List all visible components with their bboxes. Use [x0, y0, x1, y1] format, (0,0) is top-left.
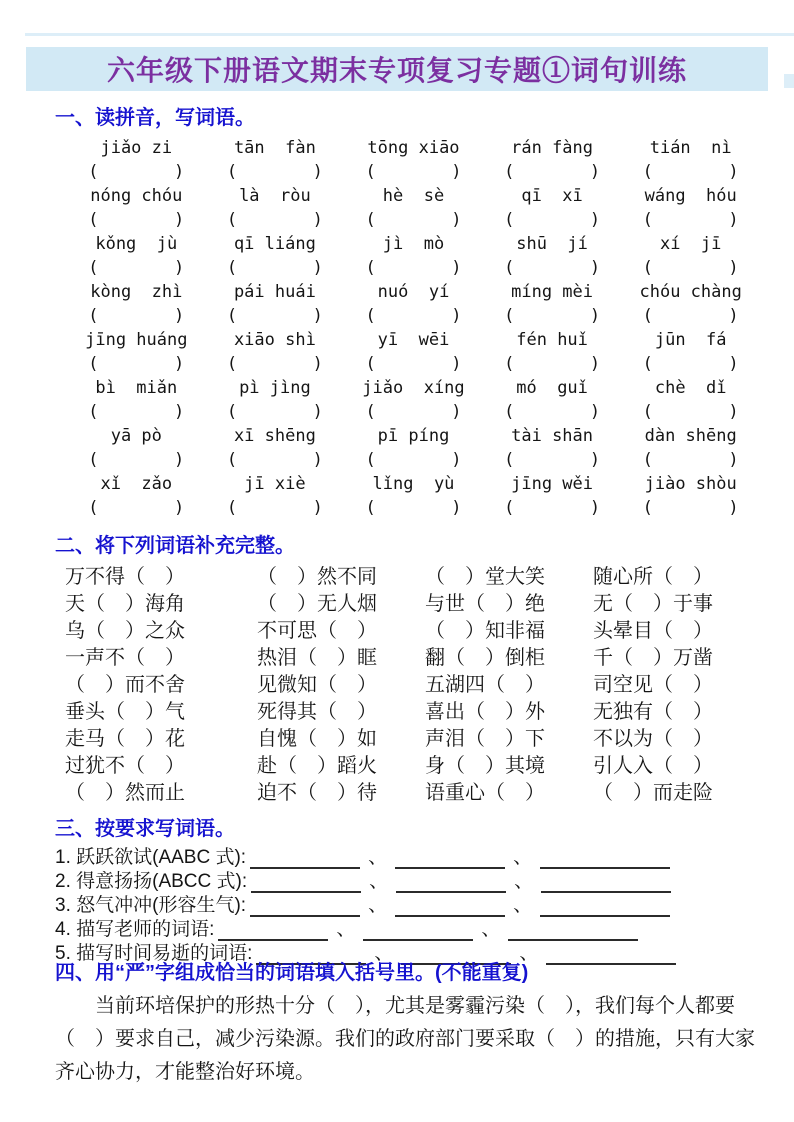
pinyin-item — [206, 377, 345, 425]
pinyin-row — [67, 473, 760, 521]
pinyin-row — [67, 233, 760, 281]
paren-close-char: ) — [451, 450, 462, 470]
answer-parens — [365, 208, 461, 233]
pinyin-item — [621, 425, 760, 473]
idiom-item: 无独有（ ） — [593, 701, 713, 723]
answer-parens — [88, 352, 184, 377]
answer-blank — [250, 852, 360, 869]
pinyin-text: jiào shòu — [644, 474, 737, 494]
paren-close-char: ) — [728, 498, 739, 518]
section-word-writing — [55, 812, 767, 965]
paren-close-char: ) — [451, 258, 462, 278]
pinyin-item — [206, 329, 345, 377]
idiom-item: （ ）然而止 — [65, 782, 185, 804]
pinyin-row — [67, 377, 760, 425]
answer-parens — [88, 304, 184, 329]
paren-close-char: ) — [589, 402, 601, 422]
pinyin-item — [483, 137, 622, 185]
paren-open-char: ( — [226, 162, 238, 182]
answer-parens — [88, 448, 184, 473]
paren-open-char: ( — [88, 258, 99, 278]
answer-parens — [227, 496, 323, 521]
paren-close-char: ) — [451, 402, 462, 422]
answer-blank — [540, 852, 670, 869]
paren-open-char: ( — [365, 450, 376, 470]
pinyin-text: chè dǐ — [654, 378, 727, 398]
paren-close-char: ) — [451, 498, 462, 518]
pinyin-text: kòng zhì — [90, 282, 183, 302]
answer-parens — [643, 304, 739, 329]
paren-close-char: ) — [312, 498, 323, 518]
decorative-top-line — [25, 33, 794, 36]
pinyin-item — [67, 329, 206, 377]
idiom-item: 不以为（ ） — [593, 728, 713, 750]
paren-open-char: ( — [88, 306, 99, 326]
paren-open-char: ( — [504, 450, 515, 470]
answer-blank — [363, 924, 473, 941]
paren-close-char: ) — [451, 306, 462, 326]
answer-blank — [395, 852, 505, 869]
pinyin-item — [67, 185, 206, 233]
section-idioms — [55, 529, 767, 807]
answer-parens — [227, 400, 323, 425]
answer-parens — [227, 160, 323, 185]
paren-close-char: ) — [174, 306, 185, 326]
pinyin-text: jiǎo zi — [100, 138, 173, 158]
idiom-grid — [65, 564, 767, 807]
pinyin-item — [344, 233, 483, 281]
answer-parens — [504, 352, 600, 377]
pinyin-text: tōng xiāo — [367, 138, 460, 158]
paren-close-char: ) — [174, 354, 185, 374]
section4-heading: 四、用“严”字组成恰当的词语填入括号里。(不能重复) — [55, 962, 529, 984]
paren-open-char: ( — [365, 210, 376, 230]
answer-parens — [643, 400, 739, 425]
pinyin-text: fén huǐ — [516, 330, 588, 350]
paren-open-char: ( — [504, 306, 515, 326]
answer-parens — [643, 208, 739, 233]
paren-close-char: ) — [312, 354, 323, 374]
paren-open-char: ( — [88, 162, 99, 182]
paren-close-char: ) — [174, 210, 185, 230]
answer-parens — [227, 256, 323, 281]
pinyin-text: xí jī — [659, 234, 722, 254]
pinyin-text: shū jí — [516, 234, 588, 254]
paren-open-char: ( — [365, 498, 376, 518]
idiom-item: 声泪（ ）下 — [425, 728, 545, 750]
paren-open-char: ( — [504, 210, 515, 230]
section-yan-exercise — [55, 956, 761, 1089]
paren-close-char: ) — [728, 306, 739, 326]
word-line — [55, 869, 767, 893]
pinyin-text: jīng huáng — [85, 330, 188, 350]
paren-close-char: ) — [174, 162, 185, 182]
blank-separator: 、 — [514, 871, 534, 892]
answer-parens — [365, 352, 461, 377]
answer-parens — [88, 400, 184, 425]
answer-parens — [227, 304, 323, 329]
answer-blank — [541, 876, 671, 893]
pinyin-text: tài shān — [511, 426, 594, 446]
idiom-item: 天（ ）海角 — [65, 593, 185, 615]
pinyin-item — [206, 233, 345, 281]
pinyin-item — [344, 329, 483, 377]
paren-open-char: ( — [226, 402, 238, 422]
section3-heading: 三、按要求写词语。 — [55, 818, 235, 840]
idiom-item: 无（ ）于事 — [593, 593, 713, 615]
paren-close-char: ) — [589, 498, 601, 518]
idiom-item: 迫不（ ）待 — [257, 782, 377, 804]
answer-parens — [643, 496, 739, 521]
word-line-label: 2. 得意扬扬(ABCC 式): — [55, 871, 248, 892]
section2-heading: 二、将下列词语补充完整。 — [55, 535, 295, 557]
paren-open-char: ( — [504, 258, 515, 278]
paren-open-char: ( — [88, 210, 99, 230]
idiom-item: 头晕目（ ） — [593, 620, 713, 642]
answer-blank — [251, 876, 361, 893]
idiom-item: 赴（ ）蹈火 — [257, 755, 377, 777]
paren-open-char: ( — [642, 498, 653, 518]
answer-parens — [504, 448, 600, 473]
idiom-item: 喜出（ ）外 — [425, 701, 545, 723]
word-line-label: 1. 跃跃欲试(AABC 式): — [55, 847, 247, 868]
word-line-label: 3. 怒气冲冲(形容生气): — [55, 895, 247, 916]
pinyin-text: kǒng jù — [95, 234, 178, 254]
pinyin-item — [67, 425, 206, 473]
word-line — [55, 917, 767, 941]
section-pinyin — [55, 101, 760, 521]
pinyin-text: bì miǎn — [95, 378, 178, 398]
pinyin-item — [344, 425, 483, 473]
paren-close-char: ) — [728, 450, 739, 470]
pinyin-text: xiāo shì — [233, 330, 316, 350]
idiom-item: 过犹不（ ） — [65, 755, 185, 777]
pinyin-text: yī wēi — [377, 330, 450, 350]
word-line-label: 5. 描写时间易逝的词语: — [55, 943, 253, 964]
idiom-item: 与世（ ）绝 — [425, 593, 545, 615]
answer-parens — [643, 160, 739, 185]
pinyin-text: mó guǐ — [516, 378, 588, 398]
paren-open-char: ( — [226, 306, 238, 326]
paren-open-char: ( — [88, 354, 99, 374]
pinyin-text: jī xiè — [244, 474, 306, 494]
pinyin-item — [621, 329, 760, 377]
idiom-item: 随心所（ ） — [593, 566, 713, 588]
pinyin-text: jīng wěi — [511, 474, 594, 494]
answer-parens — [643, 352, 739, 377]
answer-parens — [365, 256, 461, 281]
pinyin-item — [344, 137, 483, 185]
pinyin-item — [206, 185, 345, 233]
idiom-item: 万不得（ ） — [65, 566, 185, 588]
paren-close-char: ) — [174, 402, 185, 422]
answer-parens — [643, 256, 739, 281]
answer-parens — [88, 256, 184, 281]
idiom-item: 走马（ ）花 — [65, 728, 185, 750]
pinyin-item — [483, 233, 622, 281]
blank-separator: 、 — [513, 895, 533, 916]
paren-open-char: ( — [365, 306, 376, 326]
answer-blank — [540, 900, 670, 917]
paren-close-char: ) — [589, 210, 601, 230]
pinyin-text: xī shēng — [233, 426, 316, 446]
idiom-item: 热泪（ ）眶 — [257, 647, 377, 669]
pinyin-text: dàn shēng — [644, 426, 737, 446]
pinyin-item — [483, 281, 622, 329]
pinyin-text: tān fàn — [233, 138, 316, 158]
answer-blank — [396, 876, 506, 893]
answer-blank — [395, 900, 505, 917]
pinyin-item — [67, 473, 206, 521]
word-list — [55, 845, 767, 965]
paren-open-char: ( — [88, 402, 99, 422]
paren-open-char: ( — [226, 258, 238, 278]
idiom-item: 千（ ）万凿 — [593, 647, 713, 669]
paren-close-char: ) — [451, 162, 462, 182]
pinyin-text: xǐ zǎo — [100, 474, 173, 494]
blank-separator: 、 — [368, 895, 388, 916]
pinyin-item — [206, 281, 345, 329]
paren-open-char: ( — [226, 354, 238, 374]
paren-close-char: ) — [728, 258, 739, 278]
pinyin-text: nuó yí — [377, 282, 450, 302]
pinyin-text: nóng chóu — [90, 186, 183, 206]
paren-open-char: ( — [365, 354, 376, 374]
answer-parens — [227, 352, 323, 377]
paren-open-char: ( — [504, 162, 515, 182]
idiom-item: 身（ ）其境 — [425, 755, 545, 777]
paren-close-char: ) — [312, 162, 323, 182]
pinyin-row — [67, 137, 760, 185]
answer-parens — [365, 160, 461, 185]
idiom-item: （ ）知非福 — [425, 620, 545, 642]
pinyin-text: chóu chàng — [639, 282, 742, 302]
answer-parens — [88, 160, 184, 185]
paren-open-char: ( — [226, 498, 238, 518]
pinyin-text: pái huái — [233, 282, 316, 302]
idiom-item: 不可思（ ） — [257, 620, 377, 642]
paren-open-char: ( — [504, 498, 515, 518]
pinyin-item — [206, 473, 345, 521]
paren-close-char: ) — [728, 162, 739, 182]
decorative-edge-mark — [784, 74, 794, 88]
paren-open-char: ( — [642, 402, 653, 422]
title-bar — [26, 47, 768, 91]
pinyin-item — [621, 233, 760, 281]
exercise-paragraph: 当前环培保护的形热十分（ ），尤其是雾霾污染（ ），我们每个人都要（ ）要求自己，减少污染源。我们的政府部门要采取（ ）的措施，只有大家齐心协力，才能整治好环境。 — [55, 995, 755, 1083]
idiom-item: （ ）然不同 — [257, 566, 377, 588]
pinyin-text: tián nì — [649, 138, 732, 158]
pinyin-item — [67, 281, 206, 329]
paren-close-char: ) — [589, 450, 601, 470]
section1-heading: 一、读拼音，写词语。 — [55, 107, 255, 129]
paren-close-char: ) — [589, 306, 601, 326]
paren-open-char: ( — [642, 258, 653, 278]
blank-separator: 、 — [368, 847, 388, 868]
pinyin-item — [483, 425, 622, 473]
paren-close-char: ) — [312, 210, 323, 230]
idiom-item: 乌（ ）之众 — [65, 620, 185, 642]
paren-close-char: ) — [589, 162, 601, 182]
blank-separator: 、 — [374, 943, 394, 964]
pinyin-item — [483, 185, 622, 233]
pinyin-item — [344, 185, 483, 233]
pinyin-row — [67, 281, 760, 329]
pinyin-item — [344, 281, 483, 329]
paren-close-char: ) — [174, 498, 185, 518]
pinyin-item — [206, 425, 345, 473]
word-line — [55, 845, 767, 869]
pinyin-item — [621, 473, 760, 521]
paren-open-char: ( — [365, 162, 376, 182]
paren-open-char: ( — [642, 450, 653, 470]
pinyin-text: hè sè — [382, 186, 445, 206]
answer-parens — [504, 496, 600, 521]
paren-open-char: ( — [226, 210, 238, 230]
idiom-item: 五湖四（ ） — [425, 674, 545, 696]
pinyin-text: qī xī — [521, 186, 583, 206]
blank-separator: 、 — [513, 847, 533, 868]
pinyin-text: jì mò — [382, 234, 445, 254]
paren-open-char: ( — [642, 306, 653, 326]
pinyin-text: jiǎo xíng — [362, 378, 465, 398]
pinyin-item — [344, 377, 483, 425]
answer-parens — [365, 304, 461, 329]
paren-open-char: ( — [504, 354, 515, 374]
answer-parens — [88, 208, 184, 233]
paren-open-char: ( — [504, 402, 515, 422]
pinyin-text: là ròu — [239, 186, 311, 206]
pinyin-text: yā pò — [110, 426, 162, 446]
pinyin-text: jūn fá — [654, 330, 727, 350]
answer-parens — [504, 160, 600, 185]
pinyin-row — [67, 425, 760, 473]
paren-open-char: ( — [642, 354, 653, 374]
answer-parens — [88, 496, 184, 521]
paren-open-char: ( — [365, 258, 376, 278]
pinyin-item — [67, 233, 206, 281]
word-line-label: 4. 描写老师的词语: — [55, 919, 215, 940]
answer-parens — [643, 448, 739, 473]
answer-blank — [218, 924, 328, 941]
idiom-item: （ ）堂大笑 — [425, 566, 545, 588]
answer-blank — [250, 900, 360, 917]
pinyin-item — [483, 377, 622, 425]
answer-parens — [227, 448, 323, 473]
pinyin-item — [206, 137, 345, 185]
paren-close-char: ) — [451, 354, 462, 374]
idiom-item: 一声不（ ） — [65, 647, 185, 669]
idiom-item: 语重心（ ） — [425, 782, 545, 804]
word-line — [55, 893, 767, 917]
pinyin-item — [621, 377, 760, 425]
paren-close-char: ) — [589, 258, 601, 278]
paren-close-char: ) — [728, 354, 739, 374]
pinyin-row — [67, 185, 760, 233]
pinyin-item — [67, 137, 206, 185]
paren-close-char: ) — [728, 210, 739, 230]
pinyin-text: míng mèi — [511, 282, 594, 302]
idiom-item: 司空见（ ） — [593, 674, 713, 696]
pinyin-text: qī liáng — [233, 234, 316, 254]
paren-open-char: ( — [88, 450, 99, 470]
paren-close-char: ) — [312, 402, 323, 422]
idiom-item: （ ）无人烟 — [257, 593, 377, 615]
pinyin-item — [483, 329, 622, 377]
paren-open-char: ( — [365, 402, 376, 422]
idiom-item: 垂头（ ）气 — [65, 701, 185, 723]
pinyin-text: rán fàng — [511, 138, 594, 158]
pinyin-item — [621, 137, 760, 185]
paren-open-char: ( — [642, 162, 653, 182]
paren-close-char: ) — [451, 210, 462, 230]
pinyin-row — [67, 329, 760, 377]
idiom-item: 见微知（ ） — [257, 674, 377, 696]
paren-open-char: ( — [88, 498, 99, 518]
paren-open-char: ( — [642, 210, 653, 230]
pinyin-item — [483, 473, 622, 521]
blank-separator: 、 — [519, 943, 539, 964]
blank-separator: 、 — [369, 871, 389, 892]
answer-parens — [227, 208, 323, 233]
pinyin-text: lǐng yù — [372, 474, 455, 494]
answer-parens — [504, 256, 600, 281]
blank-separator: 、 — [481, 919, 501, 940]
paren-close-char: ) — [728, 402, 739, 422]
pinyin-item — [344, 473, 483, 521]
paren-close-char: ) — [174, 258, 185, 278]
paren-close-char: ) — [312, 450, 323, 470]
paren-close-char: ) — [312, 258, 323, 278]
blank-separator: 、 — [336, 919, 356, 940]
answer-parens — [504, 304, 600, 329]
answer-blank — [508, 924, 638, 941]
idiom-item: （ ）而不舍 — [65, 674, 185, 696]
answer-parens — [365, 496, 461, 521]
idiom-item: （ ）而走险 — [593, 782, 713, 804]
answer-parens — [504, 400, 600, 425]
pinyin-grid — [67, 137, 760, 521]
pinyin-item — [621, 185, 760, 233]
idiom-item: 翻（ ）倒柜 — [425, 647, 545, 669]
pinyin-item — [67, 377, 206, 425]
idiom-item: 死得其（ ） — [257, 701, 377, 723]
paren-open-char: ( — [226, 450, 238, 470]
answer-parens — [365, 400, 461, 425]
idiom-item: 自愧（ ）如 — [257, 728, 377, 750]
answer-parens — [365, 448, 461, 473]
pinyin-item — [621, 281, 760, 329]
paren-close-char: ) — [589, 354, 601, 374]
pinyin-text: pī píng — [377, 426, 450, 446]
idiom-item: 引人入（ ） — [593, 755, 713, 777]
paren-close-char: ) — [174, 450, 185, 470]
pinyin-text: wáng hóu — [644, 186, 737, 206]
answer-parens — [504, 208, 600, 233]
paren-close-char: ) — [312, 306, 323, 326]
page-title: 六年级下册语文期末专项复习专题①词句训练 — [106, 55, 687, 86]
pinyin-text: pì jìng — [239, 378, 311, 398]
